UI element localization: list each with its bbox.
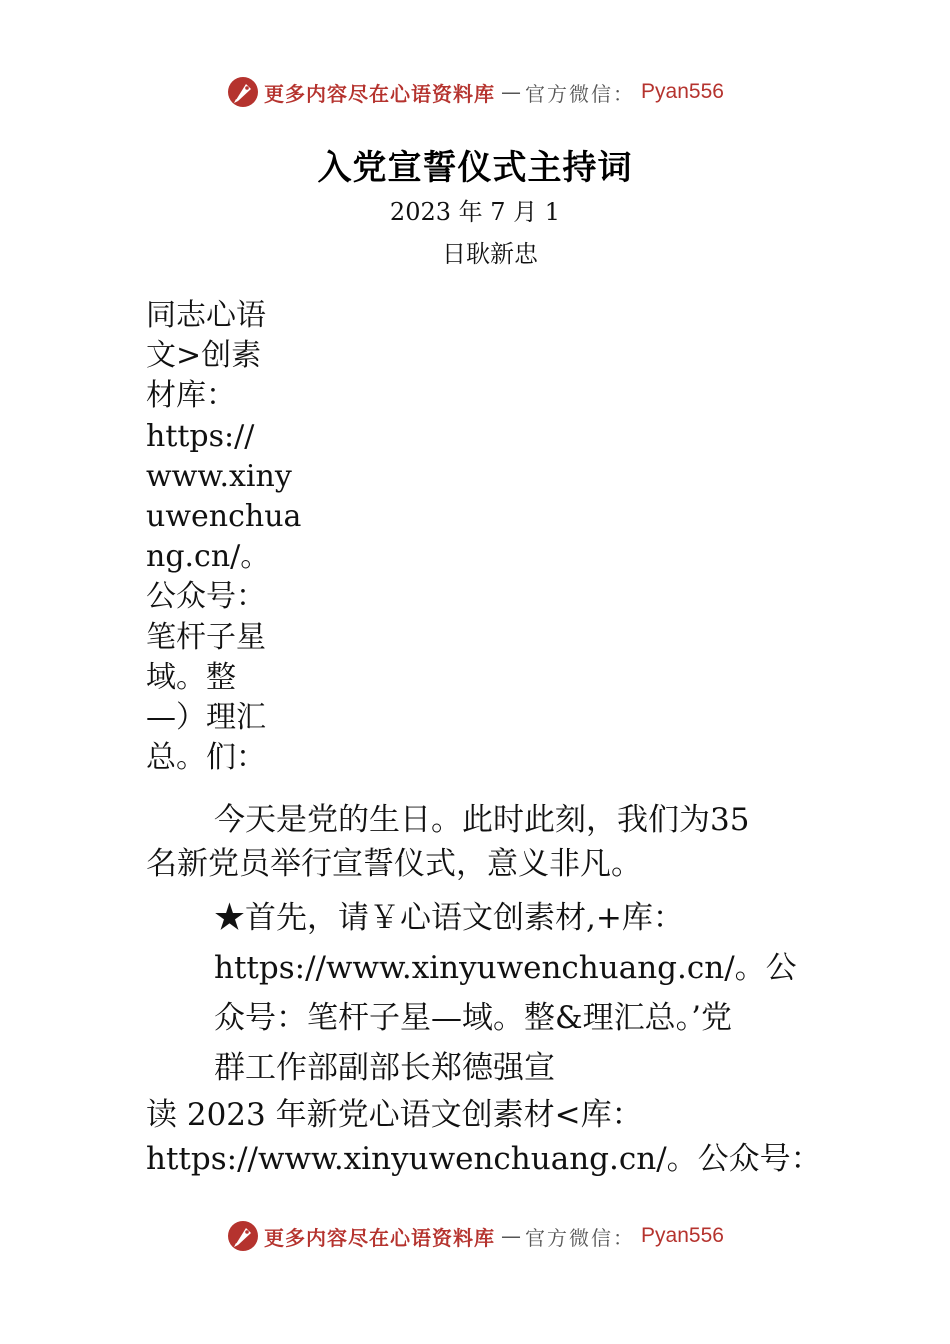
- paragraph-opening: [146, 798, 826, 886]
- banner-wechat-label: 官方微信：: [525, 1225, 636, 1250]
- banner-tagline: 更多内容尽在心语资料库: [264, 81, 496, 106]
- footer-banner: [0, 1216, 950, 1256]
- narrow-text-column: [146, 296, 302, 778]
- banner-wechat-label: 官方微信：: [525, 81, 636, 106]
- paragraph-line: 今天是党的生日。此时此刻，我们为35: [214, 802, 750, 838]
- paragraph-line: 读 2023 年新党心语文创素材<库：: [146, 1097, 643, 1133]
- paragraph-line: 众号：笔杆子星—域。整&理汇总。’党: [214, 1000, 732, 1036]
- banner-wechat-id: Pyan556: [641, 80, 724, 103]
- narrow-line: 笔杆子星: [146, 619, 266, 655]
- paragraph-line: ★首先，请￥心语文创素材,+库：: [214, 900, 684, 936]
- narrow-line: uwenchua: [146, 499, 302, 535]
- paragraph-line: 群工作部副部长郑德强宣: [214, 1050, 555, 1086]
- banner-content: [226, 75, 724, 109]
- narrow-line: 域。整: [146, 659, 236, 695]
- banner-separator: —: [501, 1224, 522, 1248]
- paragraph-line: https://www.xinyuwenchuang.cn/。公众号：: [146, 1141, 822, 1177]
- banner-wechat-id: Pyan556: [641, 1224, 724, 1247]
- narrow-line: www.xiny: [146, 458, 292, 494]
- narrow-line: —）理汇: [146, 700, 266, 736]
- banner-separator: —: [501, 80, 522, 104]
- paragraph-first-item: [146, 893, 826, 1181]
- paragraph-line: https://www.xinyuwenchuang.cn/。公: [214, 950, 797, 986]
- document-byline: 日耿新忠: [442, 240, 538, 268]
- paragraph-line: 名新党员举行宣誓仪式，意义非凡。: [146, 846, 642, 882]
- document-title: 入党宣誓仪式主持词: [317, 148, 633, 188]
- header-banner: [0, 72, 950, 112]
- pen-nib-logo-icon: [226, 75, 260, 109]
- narrow-line: ng.cn/。: [146, 539, 271, 575]
- narrow-line: 公众号：: [146, 579, 266, 615]
- narrow-line: 总。们：: [146, 740, 266, 776]
- narrow-line: 材库：: [146, 378, 236, 414]
- narrow-line: 同志心语: [146, 298, 266, 333]
- banner-content: [226, 1219, 724, 1253]
- banner-tagline: 更多内容尽在心语资料库: [264, 1225, 496, 1250]
- pen-nib-logo-icon: [226, 1219, 260, 1253]
- narrow-line: 文>创素: [146, 338, 262, 374]
- document-date: 2023 年 7 月 1: [389, 198, 561, 226]
- narrow-line: https://: [146, 418, 255, 454]
